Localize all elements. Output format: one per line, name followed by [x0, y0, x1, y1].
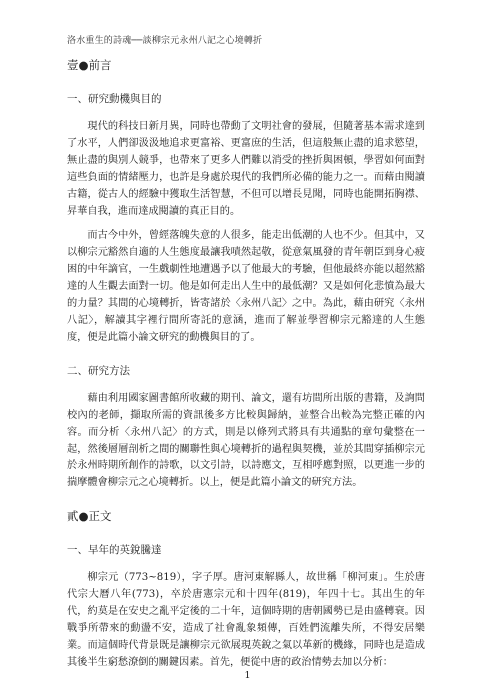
section-title-main-text: 貳●正文	[67, 509, 112, 524]
paragraph-early-years-1: 柳宗元（773~819），字子厚。唐河東解縣人，故世稱「柳河東」。生於唐代宗大曆八年(773)，卒於唐憲宗元和十四年(819)，年四十七。其出生的年代，約莫是在安史之亂平定後的二十年，這個時期的唐朝國勢已是由盛轉衰。因戰爭所帶來的動盪不安，造成了社會亂象頻傳，百姓們流離失所，不得安居樂業。而這個時代背景既是讓柳宗元欲展現英銳之氣以革新的機緣，同時也是造成其後半生窮愁潦倒的關鍵因素。首先，便從中唐的政治情勢去加以分析：	[67, 572, 425, 668]
paragraph-method-1: 藉由利用國家圖書館所收藏的期刊、論文，還有坊間所出版的書籍，及詢問校內的老師，擷取所需的資訊後多方比較與歸納，並整合出較為完整正確的內容。而分析〈永州八記〉的方式，則是以條列式將具有共通點的章句彙整在一起，然後層層剖析之間的關聯性與心境轉折的過程與契機，並於其間穿插柳宗元於永州時期所創作的詩歌，以文引詩，以詩應文，互相呼應對照，以更進一步的揣摩體會柳宗元之心境轉折。以上，便是此篇小論文的研究方法。	[67, 392, 425, 489]
subsection-title-motivation: 一、研究動機與目的	[67, 93, 162, 105]
subsection-title-early-years: 一、早年的英銳騰達	[67, 544, 162, 557]
section-title-preface: 壹●前言	[67, 58, 112, 72]
paragraph-motivation-1: 現代的科技日新月異，同時也帶動了文明社會的發展，但隨著基本需求達到了水平，人們卻汲汲地追求更富裕、更富庶的生活，但這般無止盡的追求慾望，無止盡的與別人競爭，也帶來了更多人們難以消受的挫折與困頓，學習如何面對這些負面的情緒壓力，也許是身處於現代的我們所必備的能力之一。而藉由閱讀古籍，從古人的經驗中獲取生活智慧，不但可以增長見聞，同時也能開拓胸襟、昇華自我，進而達成閱讀的真正目的。	[67, 121, 425, 217]
page-number: 1	[244, 670, 251, 681]
subsection-title-method: 二、研究方法	[67, 364, 130, 377]
page-body	[67, 58, 425, 672]
running-header: 洛水重生的詩魂──談柳宗元永州八記之心境轉折	[67, 36, 263, 46]
paragraph-motivation-2: 而古今中外，曾經落魄失意的人很多，能走出低潮的人也不少。但其中，又以柳宗元豁然自適的人生態度最讓我嘖然起敬，從意氣風發的青年朝臣到身心疲困的中年謫官，一生戲劇性地遭遇予以了他最大的考驗，但他最終亦能以超然豁達的人生觀去面對一切。他是如何走出人生中的最低潮？又是如何化悲憤為最大的力量？其間的心境轉折，皆寄諸於〈永州八記〉之中。為此，藉由研究〈永州八記〉，解讀其字裡行間所寄託的意涵，進而了解並學習柳宗元豁達的人生態度，便是此篇小論文研究的動機與目的了。	[67, 230, 425, 343]
